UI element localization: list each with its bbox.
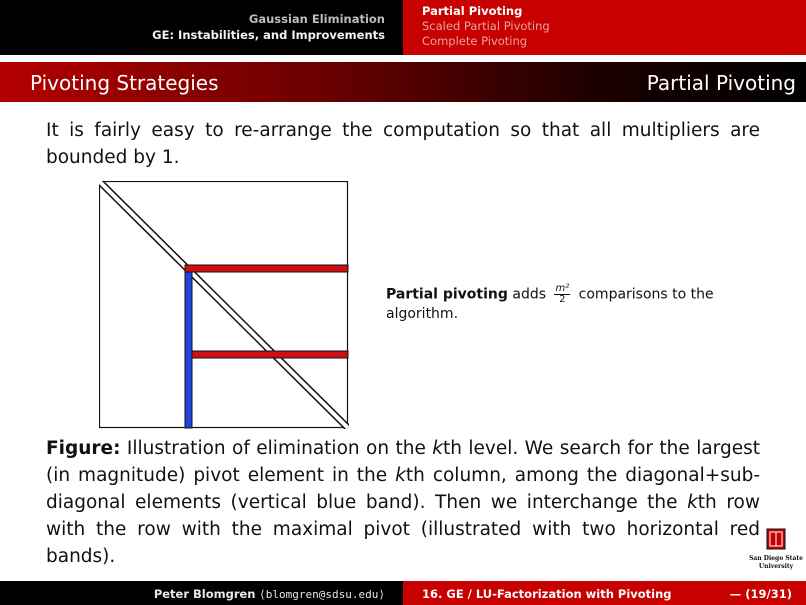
figure-caption-part3: th column, among the diagonal+sub-diagonal elements (vertical blue band). Then we interchange the [46, 465, 760, 513]
footer-email: ⟨blomgren@sdsu.edu⟩ [259, 588, 385, 601]
figure-caption [46, 435, 760, 570]
frame-title-bar [0, 62, 806, 102]
red-row-band-bottom [185, 351, 348, 358]
figure-caption-k2: k [395, 465, 406, 486]
footer-lecture-title: 16. GE / LU-Factorization with Pivoting [422, 587, 672, 601]
fraction-m-squared-over-2 [554, 284, 570, 305]
frame-subtitle: Partial Pivoting [646, 71, 796, 95]
logo-line2: University [758, 563, 794, 570]
footer-lecture-panel [403, 581, 806, 605]
figure-label: Figure: [46, 438, 121, 459]
footer-author: Peter Blomgren [153, 587, 256, 601]
intro-paragraph: It is fairly easy to re-arrange the computation so that all multipliers are bounded by 1. [46, 120, 760, 168]
sdsu-emblem-icon [766, 528, 786, 550]
footer-author-line [154, 587, 385, 601]
figure-caption-k3: k [687, 492, 698, 513]
fraction-numerator: m² [555, 283, 570, 294]
footer-author-panel [0, 581, 403, 605]
figure-caption-k1: k [432, 438, 443, 459]
header-section-title[interactable]: Gaussian Elimination [248, 12, 385, 26]
logo-line1: San Diego State [749, 555, 803, 562]
elimination-figure [99, 181, 349, 429]
header-section-panel [0, 0, 403, 55]
figure-caption-part4: th row with the row with the maximal pivot (illustrated with two horizontal red bands). [46, 492, 760, 567]
frame-title: Pivoting Strategies [30, 71, 219, 95]
nav-item-partial-pivoting[interactable]: Partial Pivoting [422, 4, 523, 18]
header-nav-panel [403, 0, 806, 55]
side-caption-end: comparisons to the algorithm. [386, 286, 714, 322]
figure-caption-part1: Illustration of elimination on the [126, 438, 426, 459]
sdsu-logo [748, 528, 804, 568]
side-caption-bold: Partial pivoting [386, 286, 508, 303]
figure-caption-part2: th level. We search for the largest (in magnitude) pivot element in the [46, 438, 760, 486]
nav-item-scaled-partial-pivoting[interactable]: Scaled Partial Pivoting [422, 19, 550, 33]
blue-column-band [185, 272, 192, 428]
side-caption-mid: adds [512, 286, 547, 303]
red-row-band-top [185, 265, 348, 272]
header-subsection-title[interactable]: GE: Instabilities, and Improvements [152, 28, 385, 42]
elimination-diagram [99, 181, 349, 429]
nav-item-complete-pivoting[interactable]: Complete Pivoting [422, 34, 528, 48]
footer-page-number: — (19/31) [729, 587, 792, 601]
side-caption [386, 284, 726, 324]
fraction-denominator: 2 [559, 294, 566, 305]
